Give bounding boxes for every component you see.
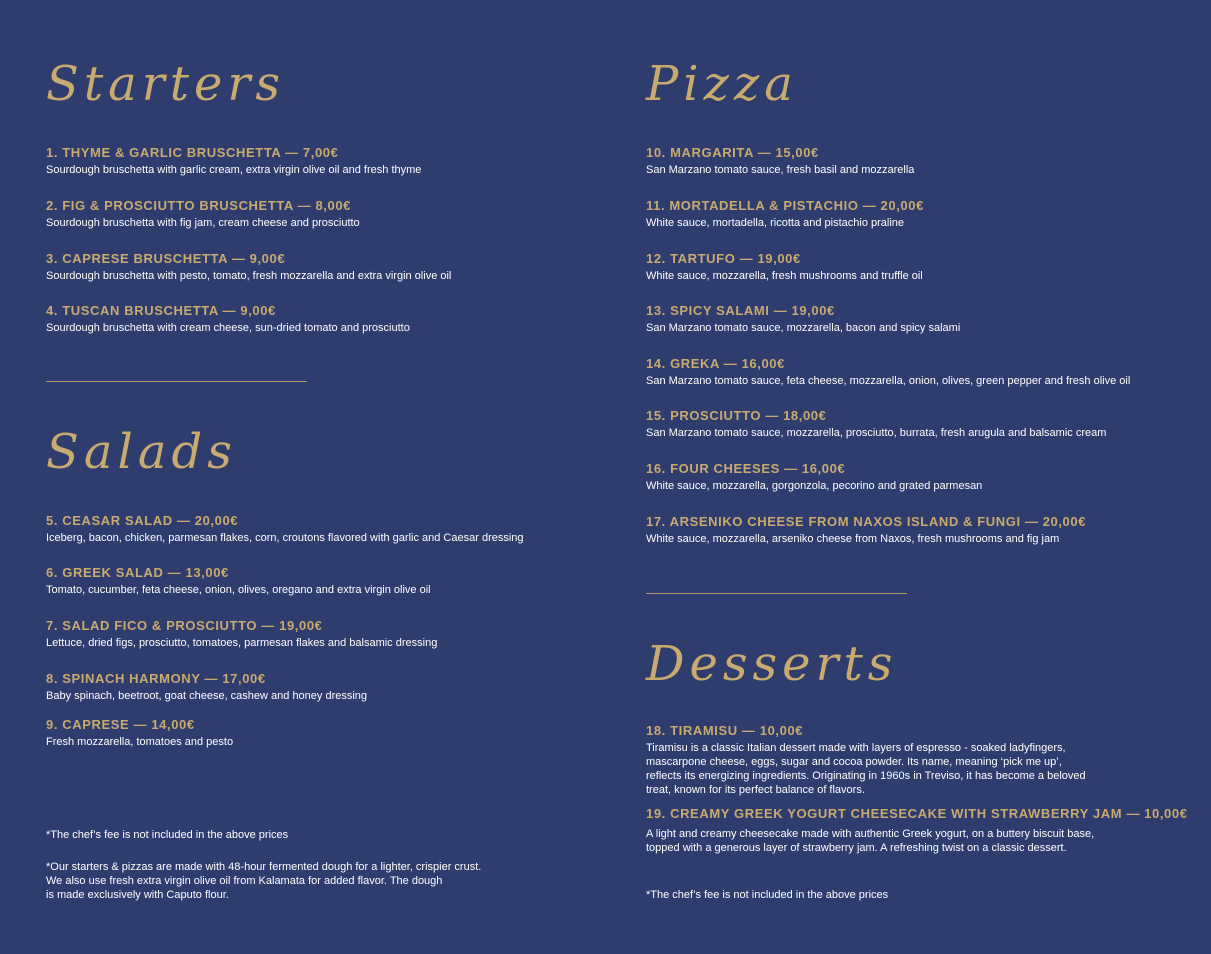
menu-item-description: Iceberg, bacon, chicken, parmesan flakes, corn, croutons flavored with garlic and Caesar dressing — [46, 532, 524, 544]
menu-item — [646, 806, 1206, 855]
menu-item — [646, 303, 1206, 335]
menu-item — [46, 251, 606, 283]
menu-item-title: 4. TUSCAN BRUSCHETTA — 9,00€ — [46, 303, 276, 318]
menu-item-title: 10. MARGARITA — 15,00€ — [646, 145, 819, 160]
description-line: Tiramisu is a classic Italian dessert made with layers of espresso - soaked ladyfingers, — [646, 742, 1066, 754]
chef-fee-note: *The chef’s fee is not included in the above prices — [46, 829, 289, 841]
pizza-heading: Pizza — [646, 56, 798, 112]
menu-item-description: Lettuce, dried figs, prosciutto, tomatoes, parmesan flakes and balsamic dressing — [46, 637, 438, 649]
menu-item-title: 18. TIRAMISU — 10,00€ — [646, 723, 804, 738]
menu-item — [46, 565, 606, 597]
chef-fee-note: *The chef’s fee is not included in the above prices — [646, 889, 889, 901]
desserts-heading: Desserts — [646, 636, 898, 692]
menu-item — [46, 717, 606, 749]
menu-item — [46, 671, 606, 703]
description-line: topped with a generous layer of strawberry jam. A refreshing twist on a classic dessert. — [646, 842, 1067, 854]
menu-item-title: 16. FOUR CHEESES — 16,00€ — [646, 461, 846, 476]
menu-item — [646, 145, 1206, 177]
menu-item-description: San Marzano tomato sauce, fresh basil and mozzarella — [646, 164, 915, 176]
menu-item — [646, 514, 1206, 546]
menu-item-title: 12. TARTUFO — 19,00€ — [646, 251, 801, 266]
menu-item — [646, 251, 1206, 283]
menu-item-description: White sauce, mozzarella, fresh mushrooms and truffle oil — [646, 270, 923, 282]
section-divider — [646, 593, 907, 594]
menu-item — [46, 618, 606, 650]
menu-item — [646, 356, 1206, 388]
menu-item-description: Sourdough bruschetta with pesto, tomato, fresh mozzarella and extra virgin olive oil — [46, 270, 452, 282]
menu-item-title: 17. ARSENIKO CHEESE FROM NAXOS ISLAND & FUNGI — 20,00€ — [646, 514, 1087, 529]
menu-item-title: 13. SPICY SALAMI — 19,00€ — [646, 303, 835, 318]
menu-item-title: 3. CAPRESE BRUSCHETTA — 9,00€ — [46, 251, 286, 266]
menu-item-description: Sourdough bruschetta with garlic cream, extra virgin olive oil and fresh thyme — [46, 164, 422, 176]
menu-item-title: 7. SALAD FICO & PROSCIUTTO — 19,00€ — [46, 618, 323, 633]
description-line: reflects its energizing ingredients. Originating in 1960s in Treviso, it has become a beloved — [646, 770, 1086, 782]
menu-item — [46, 303, 606, 335]
menu-item — [46, 145, 606, 177]
menu-item-title: 11. MORTADELLA & PISTACHIO — 20,00€ — [646, 198, 924, 213]
menu-item-description: Tomato, cucumber, feta cheese, onion, olives, oregano and extra virgin olive oil — [46, 584, 431, 596]
menu-item-title: 19. CREAMY GREEK YOGURT CHEESECAKE WITH STRAWBERRY JAM — 10,00€ — [646, 806, 1188, 821]
description-line: treat, known for its perfect balance of flavors. — [646, 784, 865, 796]
menu-item — [46, 198, 606, 230]
menu-item-description: White sauce, mozzarella, gorgonzola, pecorino and grated parmesan — [646, 480, 983, 492]
menu-item-title: 15. PROSCIUTTO — 18,00€ — [646, 408, 827, 423]
menu-item — [646, 198, 1206, 230]
menu-item — [46, 513, 606, 545]
menu-item-description: Sourdough bruschetta with fig jam, cream cheese and prosciutto — [46, 217, 360, 229]
menu-item — [646, 461, 1206, 493]
menu-item-description: San Marzano tomato sauce, feta cheese, mozzarella, onion, olives, green pepper and fresh olive oil — [646, 375, 1131, 387]
salads-heading: Salads — [46, 424, 237, 480]
description-line: A light and creamy cheesecake made with authentic Greek yogurt, on a buttery biscuit base, — [646, 828, 1095, 840]
menu-item-description: White sauce, mozzarella, arseniko cheese from Naxos, fresh mushrooms and fig jam — [646, 533, 1060, 545]
dough-note-line: is made exclusively with Caputo flour. — [46, 889, 229, 901]
dough-note-line: *Our starters & pizzas are made with 48-hour fermented dough for a lighter, crispier crust. — [46, 861, 482, 873]
menu-item-title: 2. FIG & PROSCIUTTO BRUSCHETTA — 8,00€ — [46, 198, 351, 213]
dough-note-line: We also use fresh extra virgin olive oil from Kalamata for added flavor. The dough — [46, 875, 443, 887]
menu-item-description — [646, 741, 1206, 797]
menu-item-description: Fresh mozzarella, tomatoes and pesto — [46, 736, 234, 748]
menu-item-description — [646, 827, 1206, 855]
menu-item — [646, 723, 1206, 797]
description-line: mascarpone cheese, eggs, sugar and cocoa powder. Its name, meaning ‘pick me up’, — [646, 756, 1062, 768]
menu-item-description: San Marzano tomato sauce, mozzarella, bacon and spicy salami — [646, 322, 961, 334]
menu-item-description: San Marzano tomato sauce, mozzarella, prosciutto, burrata, fresh arugula and balsamic cream — [646, 427, 1107, 439]
menu-item-title: 1. THYME & GARLIC BRUSCHETTA — 7,00€ — [46, 145, 339, 160]
menu-item-description: Baby spinach, beetroot, goat cheese, cashew and honey dressing — [46, 690, 368, 702]
starters-heading: Starters — [46, 56, 286, 112]
menu-item-title: 14. GREKA — 16,00€ — [646, 356, 785, 371]
menu-item-title: 8. SPINACH HARMONY — 17,00€ — [46, 671, 266, 686]
menu-item-title: 5. CEASAR SALAD — 20,00€ — [46, 513, 239, 528]
menu-item-title: 9. CAPRESE — 14,00€ — [46, 717, 195, 732]
menu-item — [646, 408, 1206, 440]
menu-item-title: 6. GREEK SALAD — 13,00€ — [46, 565, 229, 580]
menu-item-description: White sauce, mortadella, ricotta and pistachio praline — [646, 217, 905, 229]
menu-item-description: Sourdough bruschetta with cream cheese, sun-dried tomato and prosciutto — [46, 322, 410, 334]
section-divider — [46, 381, 307, 382]
